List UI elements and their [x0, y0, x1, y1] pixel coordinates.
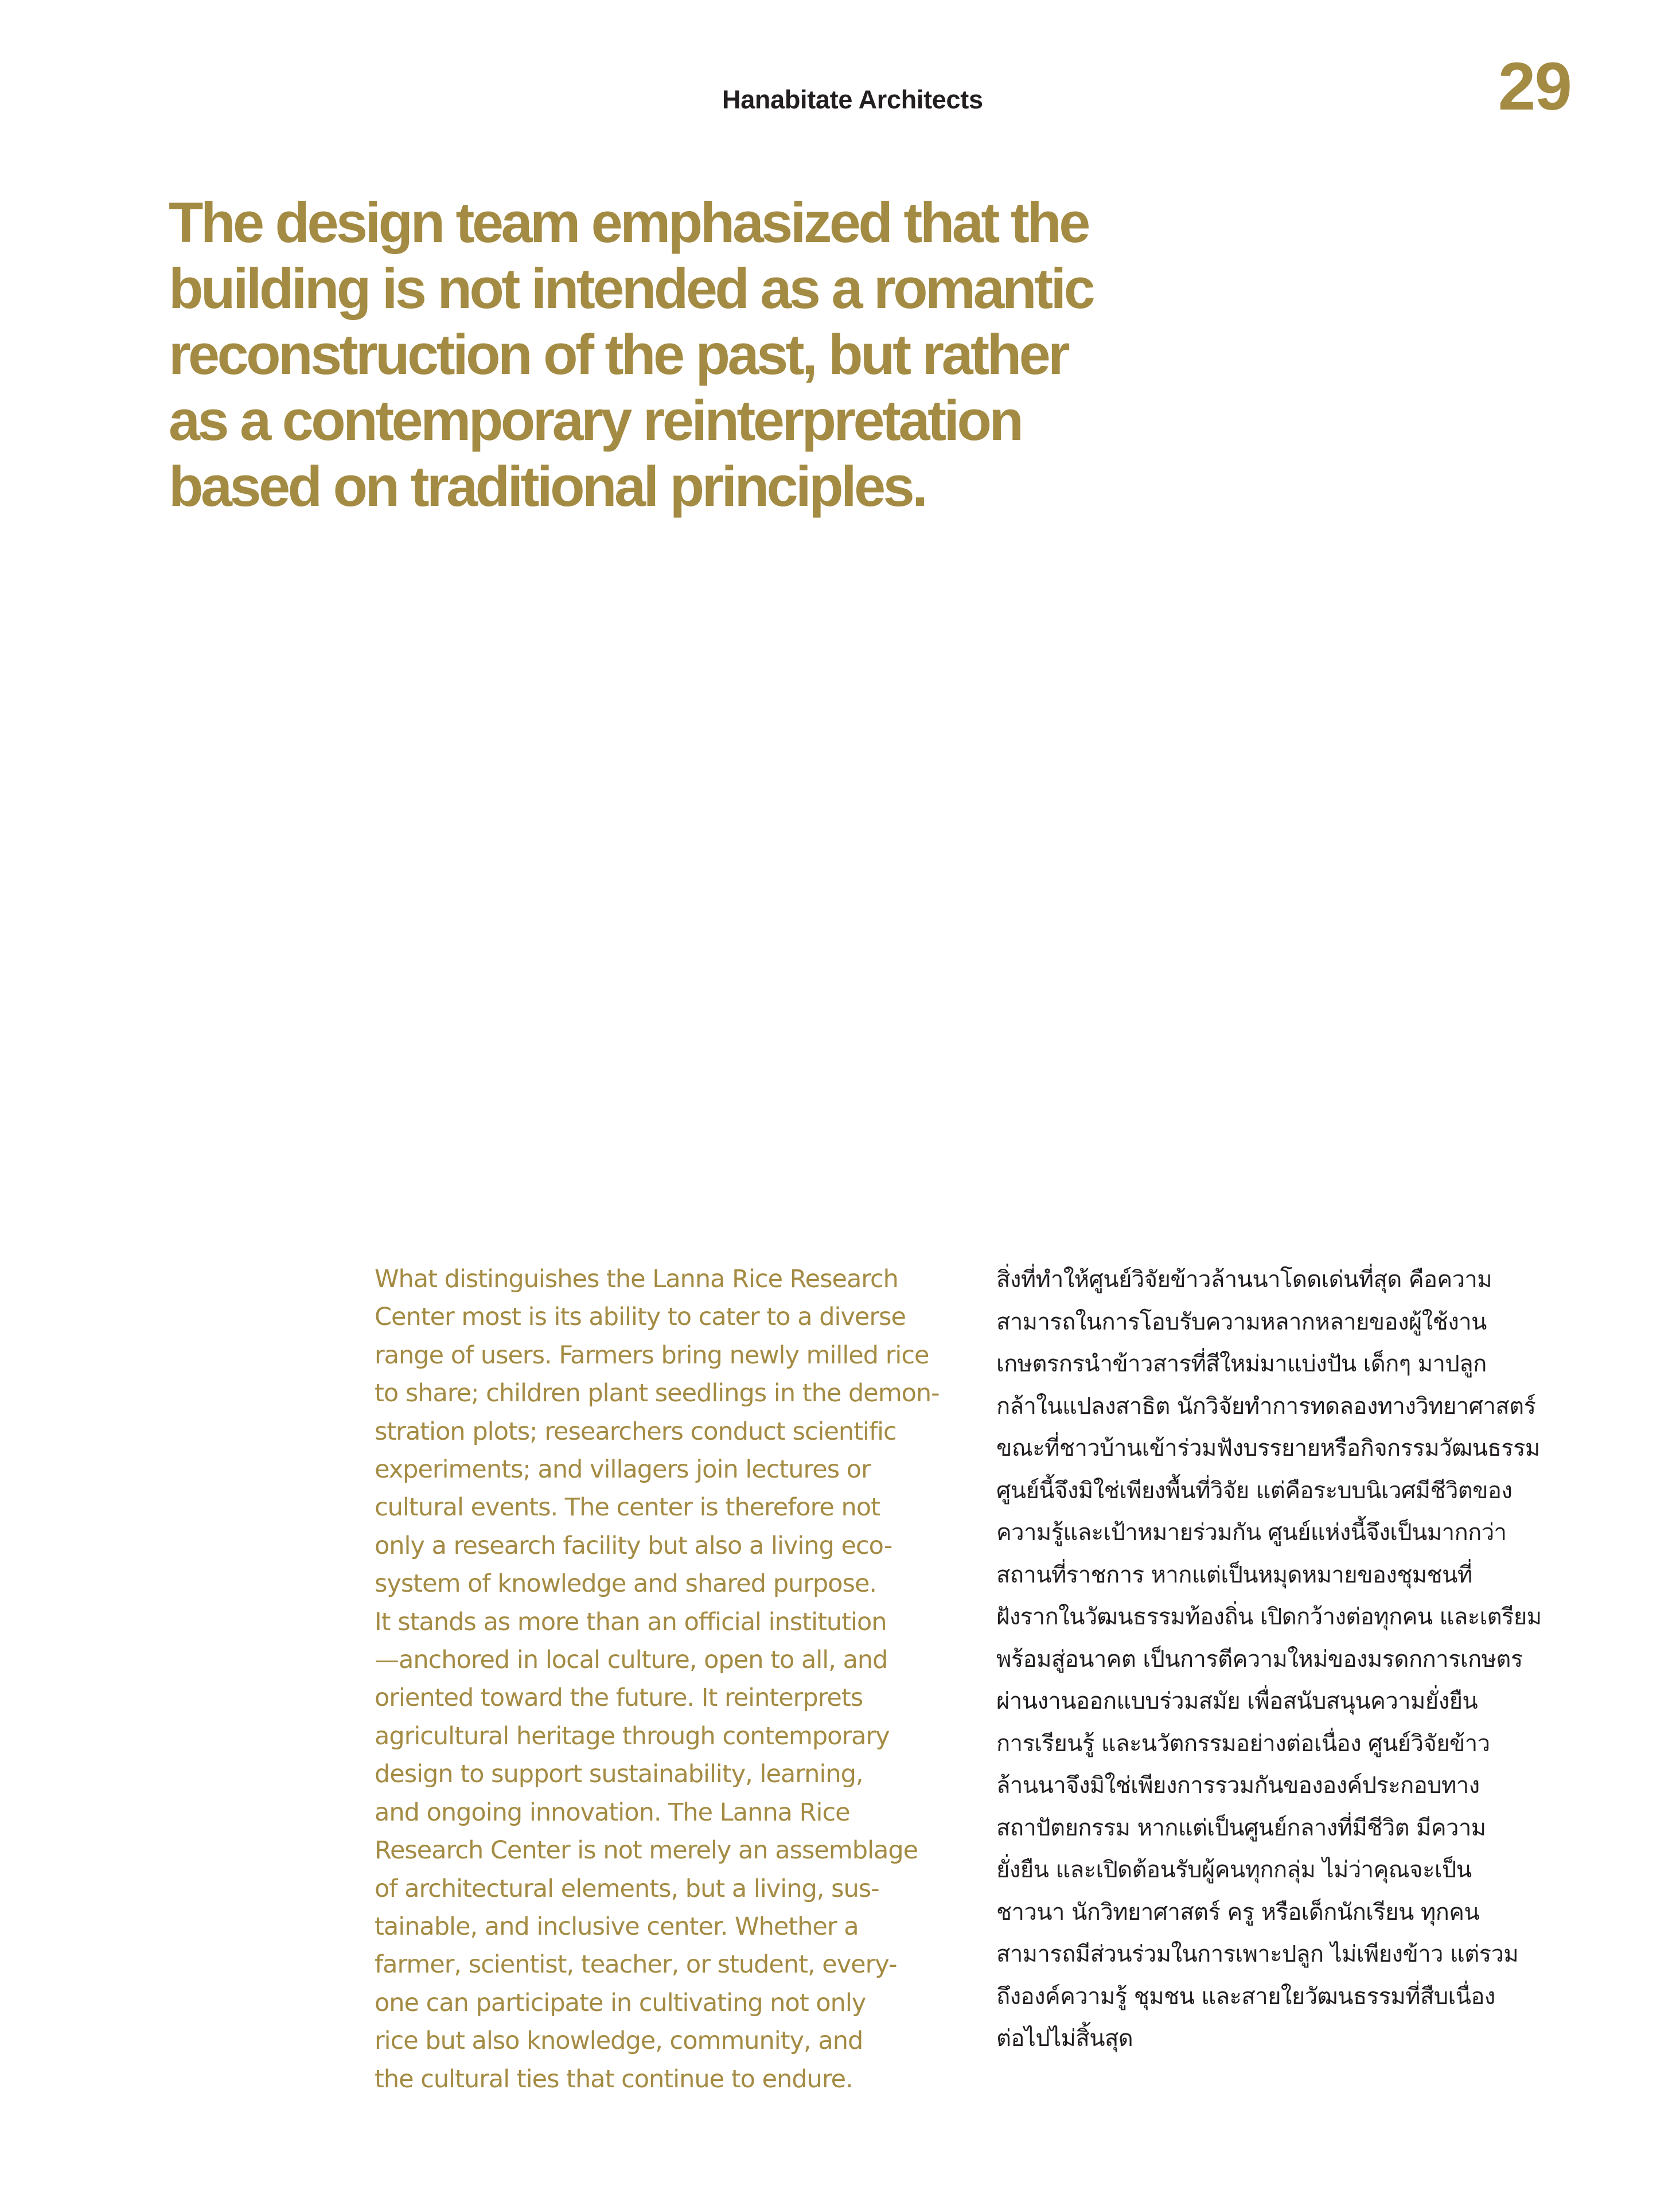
body-line-thai: ขณะที่ชาวบ้านเข้าร่วมฟังบรรยายหรือกิจกรรมวัฒนธรรม [996, 1435, 1540, 1461]
body-line: rice but also knowledge, community, and [375, 2026, 863, 2056]
body-line-thai: ถึงองค์ความรู้ ชุมชน และสายใยวัฒนธรรมที่สืบเนื่อง [996, 1983, 1495, 2010]
body-line: What distinguishes the Lanna Rice Research [375, 1265, 898, 1293]
body-line-thai: ศูนย์นี้จึงมิใช่เพียงพื้นที่วิจัย แต่คือระบบนิเวศมีชีวิตของ [996, 1477, 1513, 1504]
body-line-thai: สิ่งที่ทำให้ศูนย์วิจัยข้าวล้านนาโดดเด่นที่สุด คือความ [996, 1266, 1492, 1293]
body-line-thai: ฝังรากในวัฒนธรรมท้องถิ่น เปิดกว้างต่อทุกคน และเตรียม [996, 1604, 1542, 1630]
body-line: one can participate in cultivating not only [375, 1988, 866, 2017]
body-line: cultural events. The center is therefore not [375, 1493, 880, 1522]
body-line-thai: ผ่านงานออกแบบร่วมสมัย เพื่อสนับสนุนความยั่งยืน [996, 1688, 1478, 1714]
body-line-thai: เกษตรกรนำข้าวสารที่สีใหม่มาแบ่งปัน เด็กๆ มาปลูก [996, 1351, 1487, 1377]
body-line-thai: ความรู้และเป้าหมายร่วมกัน ศูนย์แห่งนี้จึงเป็นมากกว่า [996, 1519, 1507, 1546]
pull-quote-line: based on traditional principles. [169, 454, 926, 518]
body-line: only a research facility but also a living eco- [375, 1531, 892, 1560]
body-line: design to support sustainability, learning, [375, 1760, 863, 1789]
body-line-thai: ล้านนาจึงมิใช่เพียงการรวมกันขององค์ประกอบทาง [996, 1772, 1480, 1799]
body-line: oriented toward the future. It reinterprets [375, 1683, 863, 1713]
body-line-thai: พร้อมสู่อนาคต เป็นการตีความใหม่ของมรดกการเกษตร [996, 1646, 1523, 1673]
body-line: Center most is its ability to cater to a diverse [375, 1303, 906, 1332]
body-column-thai [996, 1259, 1599, 2060]
body-line-thai: สามารถมีส่วนร่วมในการเพาะปลูก ไม่เพียงข้าว แต่รวม [996, 1941, 1519, 1967]
body-line: Research Center is not merely an assemblage [375, 1836, 918, 1865]
pull-quote [169, 189, 1201, 519]
pull-quote-line: reconstruction of the past, but rather [169, 322, 1068, 386]
body-line-thai: ชาวนา นักวิทยาศาสตร์ ครู หรือเด็กนักเรียน ทุกคน [996, 1899, 1480, 1926]
body-line: farmer, scientist, teacher, or student, every- [375, 1950, 897, 1979]
body-line: system of knowledge and shared purpose. [375, 1569, 877, 1599]
body-line-thai: สถาปัตยกรรม หากแต่เป็นศูนย์กลางที่มีชีวิต มีความ [996, 1814, 1486, 1841]
body-line-thai: การเรียนรู้ และนวัตกรรมอย่างต่อเนื่อง ศูนย์วิจัยข้าว [996, 1730, 1490, 1757]
body-line: agricultural heritage through contemporary [375, 1721, 890, 1751]
body-line: —anchored in local culture, open to all, and [375, 1646, 888, 1675]
body-line: It stands as more than an official institution [375, 1607, 887, 1636]
body-line-thai: ต่อไปไม่สิ้นสุด [996, 2025, 1133, 2052]
body-line-thai: สถานที่ราชการ หากแต่เป็นหมุดหมายของชุมชนที่ [996, 1561, 1472, 1588]
pull-quote-line: building is not intended as a romantic [169, 256, 1093, 320]
body-line: the cultural ties that continue to endure. [375, 2064, 853, 2094]
pull-quote-line: as a contemporary reinterpretation [169, 388, 1022, 452]
running-header-publisher: Hanabitate Architects [722, 85, 983, 114]
body-line: to share; children plant seedlings in the demon- [375, 1379, 940, 1408]
pull-quote-line: The design team emphasized that the [169, 190, 1088, 254]
body-line: range of users. Farmers bring newly milled rice [375, 1340, 929, 1370]
body-line: stration plots; researchers conduct scientific [375, 1417, 896, 1446]
body-line: tainable, and inclusive center. Whether a [375, 1912, 859, 1941]
body-line: and ongoing innovation. The Lanna Rice [375, 1798, 850, 1827]
body-line: experiments; and villagers join lectures or [375, 1455, 871, 1484]
body-line: of architectural elements, but a living, sus- [375, 1874, 879, 1903]
page-number: 29 [1498, 49, 1571, 124]
body-line-thai: สามารถในการโอบรับความหลากหลายของผู้ใช้งาน [996, 1308, 1487, 1335]
body-line-thai: กล้าในแปลงสาธิต นักวิจัยทำการทดลองทางวิทยาศาสตร์ [996, 1393, 1536, 1420]
body-column-english [375, 1260, 960, 2098]
body-line-thai: ยั่งยืน และเปิดต้อนรับผู้คนทุกกลุ่ม ไม่ว่าคุณจะเป็น [996, 1857, 1472, 1883]
